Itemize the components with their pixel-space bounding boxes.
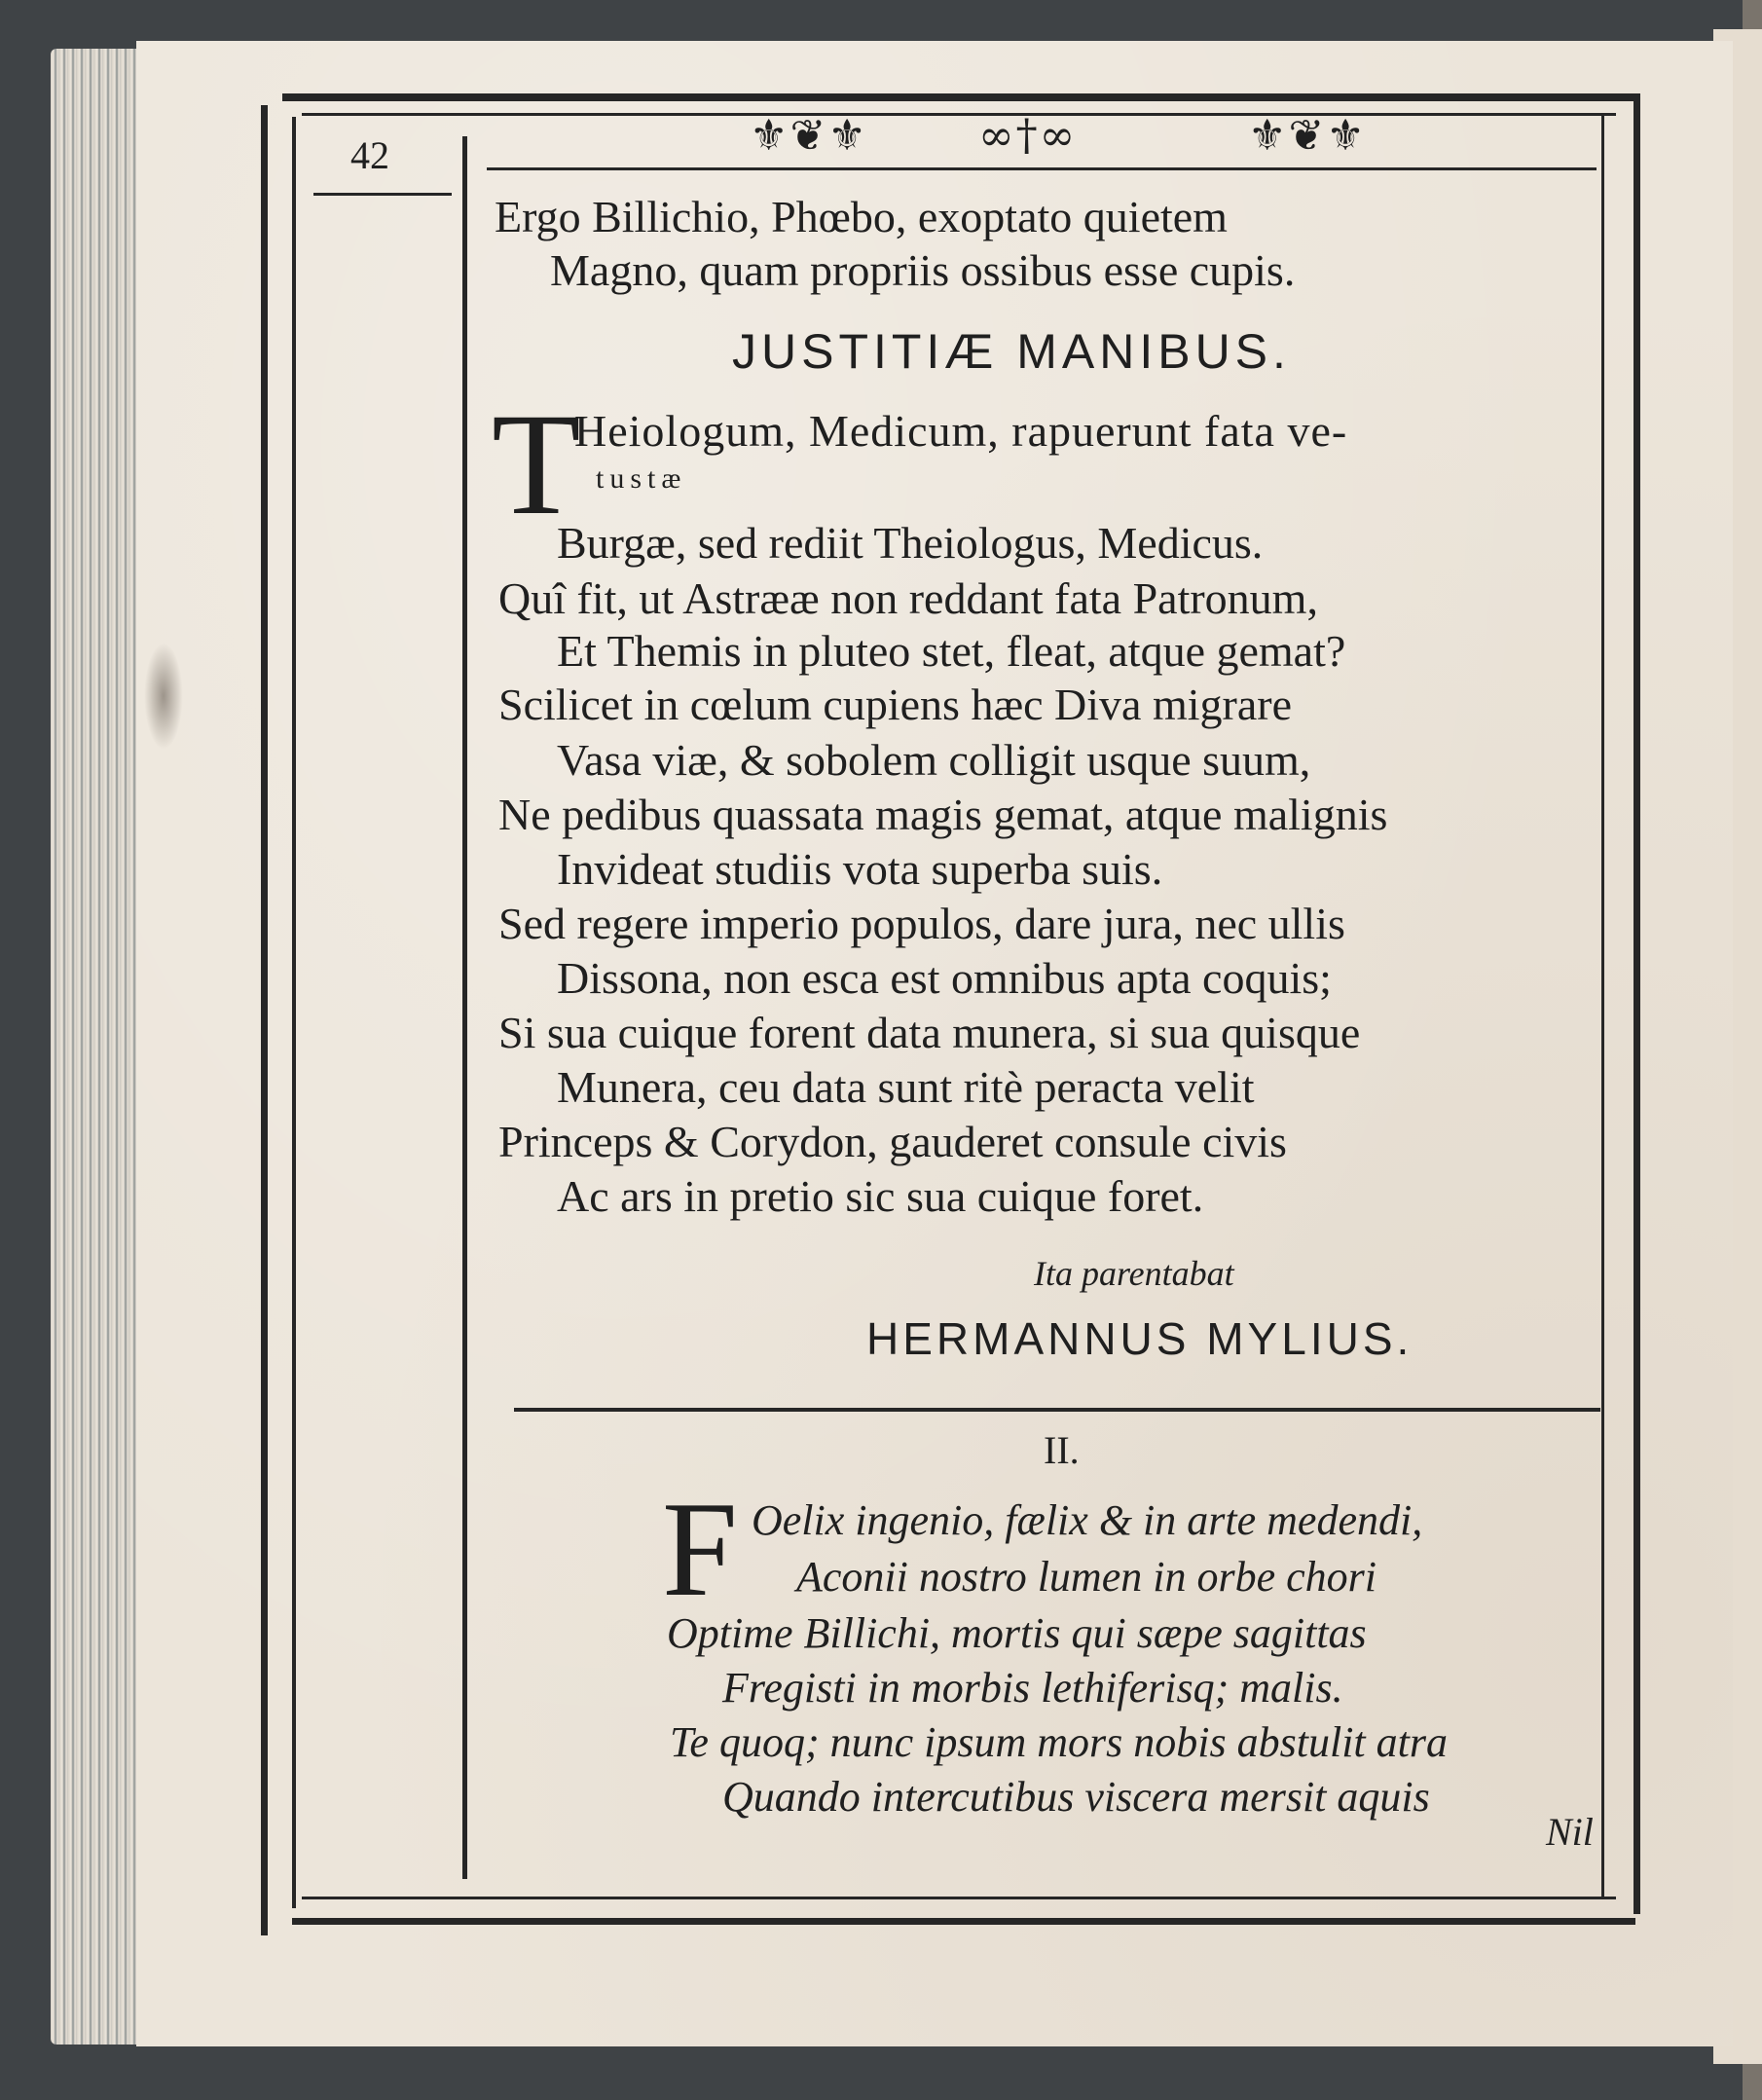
poem-first-line-cont: tustæ bbox=[596, 462, 687, 495]
poem-number: II. bbox=[1044, 1428, 1080, 1472]
frame-left-inner bbox=[292, 117, 296, 1908]
poem-line: Si sua cuique forent data munera, si sua quisque bbox=[498, 1008, 1361, 1057]
frame-left-outer bbox=[261, 105, 268, 1935]
pageno-rule bbox=[313, 193, 452, 196]
poem-line: Oelix ingenio, fælix & in arte medendi, bbox=[752, 1496, 1423, 1544]
ornament-left: ⚜❦⚜ bbox=[750, 111, 868, 161]
section-divider bbox=[514, 1408, 1600, 1412]
ornament-center: ∞†∞ bbox=[978, 111, 1078, 161]
ornament-right: ⚜❦⚜ bbox=[1248, 111, 1367, 161]
poem-line: Scilicet in cœlum cupiens hæc Diva migrare bbox=[498, 680, 1292, 729]
frame-top-outer bbox=[282, 93, 1635, 101]
poem-line: Fregisti in morbis lethiferisq; malis. bbox=[722, 1664, 1343, 1712]
poem-line: Te quoq; nunc ipsum mors nobis abstulit atra bbox=[670, 1718, 1449, 1766]
poem-line: Sed regere imperio populos, dare jura, nec ullis bbox=[498, 899, 1345, 948]
poem-line: Dissona, non esca est omnibus apta coquis; bbox=[557, 953, 1332, 1003]
poem-line: Optime Billichi, mortis qui sæpe sagittas bbox=[667, 1609, 1367, 1657]
poem-heading: JUSTITIÆ MANIBUS. bbox=[732, 324, 1291, 379]
frame-bottom-outer bbox=[292, 1918, 1635, 1925]
frame-right-inner bbox=[1601, 115, 1604, 1897]
margin-column-rule bbox=[462, 136, 467, 1879]
dedication-line-1: Ergo Billichio, Phœbo, exoptato quietem bbox=[495, 192, 1228, 241]
poem-first-line: Heiologum, Medicum, rapuerunt fata ve- bbox=[574, 406, 1348, 456]
poem-line: Aconii nostro lumen in orbe chori bbox=[796, 1553, 1377, 1601]
poem-line: Quî fit, ut Astrææ non reddant fata Patronum, bbox=[498, 573, 1318, 623]
dedication-line-2: Magno, quam propriis ossibus esse cupis. bbox=[550, 245, 1296, 295]
drop-cap-t: T bbox=[492, 384, 581, 545]
author-name: HERMANNUS MYLIUS. bbox=[866, 1313, 1413, 1364]
catchword: Nil bbox=[1546, 1810, 1594, 1854]
frame-top-inner bbox=[302, 113, 1616, 116]
frame-bottom-inner bbox=[302, 1897, 1616, 1899]
poem-line: Quando intercutibus viscera mersit aquis bbox=[722, 1773, 1430, 1821]
attribution: Ita parentabat bbox=[1034, 1254, 1234, 1293]
poem-line: Princeps & Corydon, gauderet consule civis bbox=[498, 1117, 1287, 1166]
poem-line: Ne pedibus quassata magis gemat, atque malignis bbox=[498, 790, 1388, 839]
poem-line: Invideat studiis vota superba suis. bbox=[557, 844, 1163, 894]
drop-cap-f: F bbox=[662, 1474, 738, 1625]
poem-line: Burgæ, sed rediit Theiologus, Medicus. bbox=[557, 518, 1264, 568]
header-rule bbox=[487, 167, 1597, 170]
poem-line: Ac ars in pretio sic sua cuique foret. bbox=[557, 1171, 1204, 1221]
page-number: 42 bbox=[350, 133, 389, 177]
poem-line: Vasa viæ, & sobolem colligit usque suum, bbox=[557, 735, 1311, 785]
poem-line: Munera, ceu data sunt ritè peracta velit bbox=[557, 1062, 1255, 1112]
poem-line: Et Themis in pluteo stet, fleat, atque gemat? bbox=[557, 626, 1346, 676]
page-stain bbox=[144, 643, 183, 750]
frame-right-outer bbox=[1634, 93, 1640, 1914]
